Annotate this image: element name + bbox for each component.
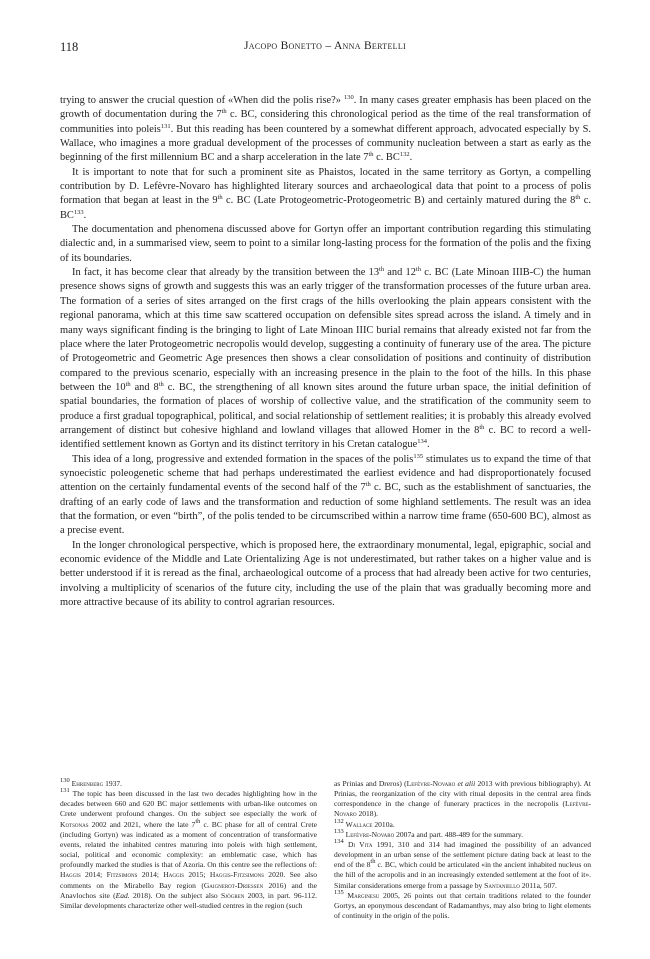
superscript: 130: [60, 777, 70, 784]
text-run: 2018).: [356, 809, 378, 819]
footnote: [60, 789, 317, 911]
footnotes: [60, 779, 591, 921]
cited-author: Haggis: [163, 870, 185, 880]
text-run: 1991, 310 and 314 had imagined the possibility of an advanced development in an urban sense of the settlement picture dating back at least to the end of the 8: [334, 839, 591, 870]
superscript: th: [415, 266, 421, 274]
cited-author: Kotsonas: [60, 819, 89, 829]
text-run: c. BC, the strengthening of all known sites around the future urban space, the initial definition of spatial boundaries, the formation of places of worship of collective value, and the stratification of the community seem to produce a first gradual topographical, political, and social relationship of settlement realities; it is probably this already evolved arrangement of distinct but cohesive highland and lowland villages that allowed Homer in the 8: [60, 381, 591, 436]
superscript: 130: [343, 94, 354, 101]
text-run: c. BC (Late Protogeometric-Protogeometric B) and certainly matured during the 8: [222, 195, 576, 207]
superscript: th: [217, 194, 223, 202]
text-run: c. BC, considering this chronological period as the time of the real transformation of communities into poleis: [60, 109, 591, 135]
text-run: trying to answer the crucial question of «When did the polis rise?»: [60, 95, 344, 106]
footnote: [334, 888, 591, 921]
text-run: . In many cases greater emphasis has been placed on the growth of documentation during the 7: [60, 95, 591, 121]
text-run: c. BC, such as the establishment of sanctuaries, the drafting of an early code of laws and the transformation and reduction of some highland settlements. The result was an idea that the formation, or even “birth”, of the polis tended to be circumscribed within a narrow time frame (650-600 BC), almost as a precise event.: [60, 482, 591, 537]
text-run: c. BC to record a well-identified settlement known as Gortyn and its distinct territory in his Cretan catalogue: [60, 424, 591, 451]
superscript: 134: [417, 438, 427, 446]
text-run: The documentation and phenomena discussed above for Gortyn offer an important contribution regarding this stimulating dialectic and, in a summarised view, seem to point to a similar long-lasting process for the formation of the polis and the fixing of its boundaries.: [60, 224, 591, 264]
text-run: In fact, it has become clear that already by the transition between the 13: [72, 267, 380, 279]
cited-author: Santaniello: [484, 880, 520, 890]
text-run: 1937.: [103, 779, 123, 788]
text-run: This idea of a long, progressive and extended formation in the spaces of the polis: [72, 453, 414, 465]
cited-author: Ehrenberg: [71, 779, 104, 788]
cited-author: Marginesu: [347, 890, 380, 900]
superscript: 132: [399, 151, 410, 159]
cited-author: Di Vita: [347, 839, 373, 849]
text-run: .: [427, 439, 430, 451]
cited-author: Fitzsimons: [106, 870, 138, 880]
text-run: c. BC (Late Minoan IIIB-C) the human presence shows signs of growth and suggests this was an early trigger of the transformation processes of the future urban area. The formation of a series of sites arranged on the first crags of the hills overlooking the plain appears consistent with the regional panorama, which at this time saw scattered occupation on defensible sites spread across the island. A timely and in many ways significant finding is the bringing to light of Late Minoan IIIC burial remains that already existed not far from the place where the later Protogeometric necropolis would develop, suggesting a continuity of funerary use of the area. The picture of Protogeometric and Geometric Age presences then shows a clear consolidation of positions and continuity of distribution compared to the previous scenario, especially with an increasing presence in the plain to the foot of the hills. In this phase between the 10: [60, 267, 591, 393]
superscript: th: [379, 266, 385, 274]
cited-author: Haggis: [60, 870, 81, 880]
text-run: 2010a.: [372, 819, 395, 829]
text-run: 2013 with previous bibliography). At Prinias, the reorganization of the city with ritual deposits in the central area finds correspondence in the change of funerary practices in the necropolis (: [334, 779, 591, 809]
text-run: 2018). On the subject also: [129, 890, 221, 900]
text-run: 2007a and part. 488-489 for the summary.: [394, 829, 524, 839]
cited-author: Lefèvre-Novaro: [406, 779, 456, 788]
text-run: It is important to note that for such a prominent site as Phaistos, located in the same territory as Gortyn, a compelling contribution by D. Lefèvre-Novaro has highlighted literary sources and archaeological data that point to a process of polis formation that began at least in the 9: [60, 166, 591, 207]
text-run: stimulates us to expand the time of that synoecistic poleogenetic scheme that had perhaps underestimated the earliest evidence and had disproportionately focused attention on the certainly fundamental events of the second half of the 7: [60, 453, 591, 494]
body-paragraph: [60, 94, 591, 166]
text-run: 2005, 26 points out that certain traditions related to the founder Gortys, an eponymous descendant of Radamanthys, may also bring to light elements of continuity in the origin of the polis.: [334, 890, 591, 921]
text-run: c. BC phase for all of central Crete (including Gortyn) was indicated as a moment of concentration of transformative events, related the inhabited centres maturing into poleis with high settlement, social, political and economic complexity: an emblematic case, which has profoundly marked the studies is that of Azoria. On this centre see the reflections of:: [60, 819, 317, 870]
footnote: [60, 779, 317, 789]
text-run: 2002 and 2021, where the late 7: [88, 819, 196, 829]
text-run: .: [83, 209, 87, 221]
superscript: 135: [413, 452, 424, 460]
footnotes-right-column: [334, 779, 591, 921]
body-text: [60, 94, 591, 610]
text-run: c. BC: [373, 152, 400, 164]
cited-author: Haggis-Fitzsimons: [209, 870, 264, 880]
footnote: [334, 827, 591, 840]
cited-author: Lefèvre-Novaro: [345, 829, 395, 839]
text-run: c. BC, which could be articulated «in the ancient inhabited nucleus on the hill of the acropolis and in an increasingly extended settlement at the foot of it». Similar considerations emerge from a passage by: [334, 860, 591, 890]
superscript: th: [158, 380, 164, 388]
superscript: th: [368, 151, 374, 159]
italic-text: et alii: [457, 779, 476, 788]
superscript: th: [370, 858, 376, 866]
running-head: Jacopo Bonetto – Anna Bertelli: [244, 40, 406, 52]
superscript: 131: [60, 787, 70, 795]
text-run: .: [409, 152, 413, 164]
page-number: 118: [60, 40, 79, 54]
body-paragraph: [60, 266, 591, 452]
superscript: 132: [334, 817, 344, 825]
text-run: and 8: [130, 381, 159, 393]
superscript: th: [221, 108, 227, 116]
footnote: [334, 837, 591, 891]
text-run: 2003, in part. 96-112. Similar developments characterize other well-studied centres in the region (such: [60, 890, 317, 910]
footnote: [334, 817, 591, 830]
text-run: 2014;: [80, 870, 107, 880]
text-run: 2020. See also comments on the Mirabello Bay region (: [60, 870, 317, 890]
text-run: 2014;: [137, 870, 164, 880]
superscript: 131: [160, 122, 171, 130]
body-paragraph: [60, 223, 591, 266]
cited-author: Gaignerot-Driessen: [203, 880, 264, 890]
text-run: 2011a, 507.: [519, 880, 557, 890]
superscript: 133: [73, 208, 84, 216]
footnote: [334, 779, 591, 820]
text-run: The topic has been discussed in the last two decades highlighting how in the decades between 660 and 620 BC major settlements with urban-like outcomes on Crete underwent profound changes. On the subject see especially the work of: [60, 789, 317, 819]
cited-author: Sjögren: [220, 890, 245, 900]
text-run: as Prinias and Dreros) (: [334, 779, 407, 788]
superscript: 133: [334, 827, 344, 835]
italic-text: Ead.: [115, 890, 130, 900]
superscript: th: [125, 380, 131, 388]
cited-author: Wallace: [345, 819, 373, 829]
footnotes-left-column: [60, 779, 317, 921]
text-run: In the longer chronological perspective, which is proposed here, the extraordinary monumental, legal, epigraphic, social and economic evidence of the Middle and Late Orientalizing Age is not underestimated, but rather takes on a higher value and is better understood if it is reread as the final, archaeological outcome of a process that had already been active for two centuries, involving a multiplicity of scenarios of the future city, including the use of the plain that was gradually becoming more and more attractive because of its ability to control agrarian resources.: [60, 539, 591, 609]
superscript: 134: [334, 837, 344, 845]
text-run: 2015;: [184, 870, 210, 880]
text-run: 2016) and the Anavlochos site (: [60, 880, 317, 900]
superscript: 135: [334, 888, 344, 896]
text-run: . But this reading has been countered by a somewhat different approach, advocated especially by S. Wallace, who imagines a more gradual development of the processes of community nucleation between a start as early as the beginning of the first millennium BC and a sharp acceleration in the late 7: [60, 123, 591, 164]
body-paragraph: [60, 453, 591, 539]
superscript: th: [365, 481, 371, 489]
text-run: and 12: [384, 267, 416, 279]
body-paragraph: [60, 539, 591, 611]
superscript: th: [479, 423, 485, 431]
cited-author: Lefèvre-Novaro: [334, 799, 591, 819]
body-paragraph: [60, 166, 591, 223]
text-run: c. BC: [60, 195, 591, 221]
superscript: th: [195, 817, 201, 825]
superscript: th: [575, 194, 581, 202]
